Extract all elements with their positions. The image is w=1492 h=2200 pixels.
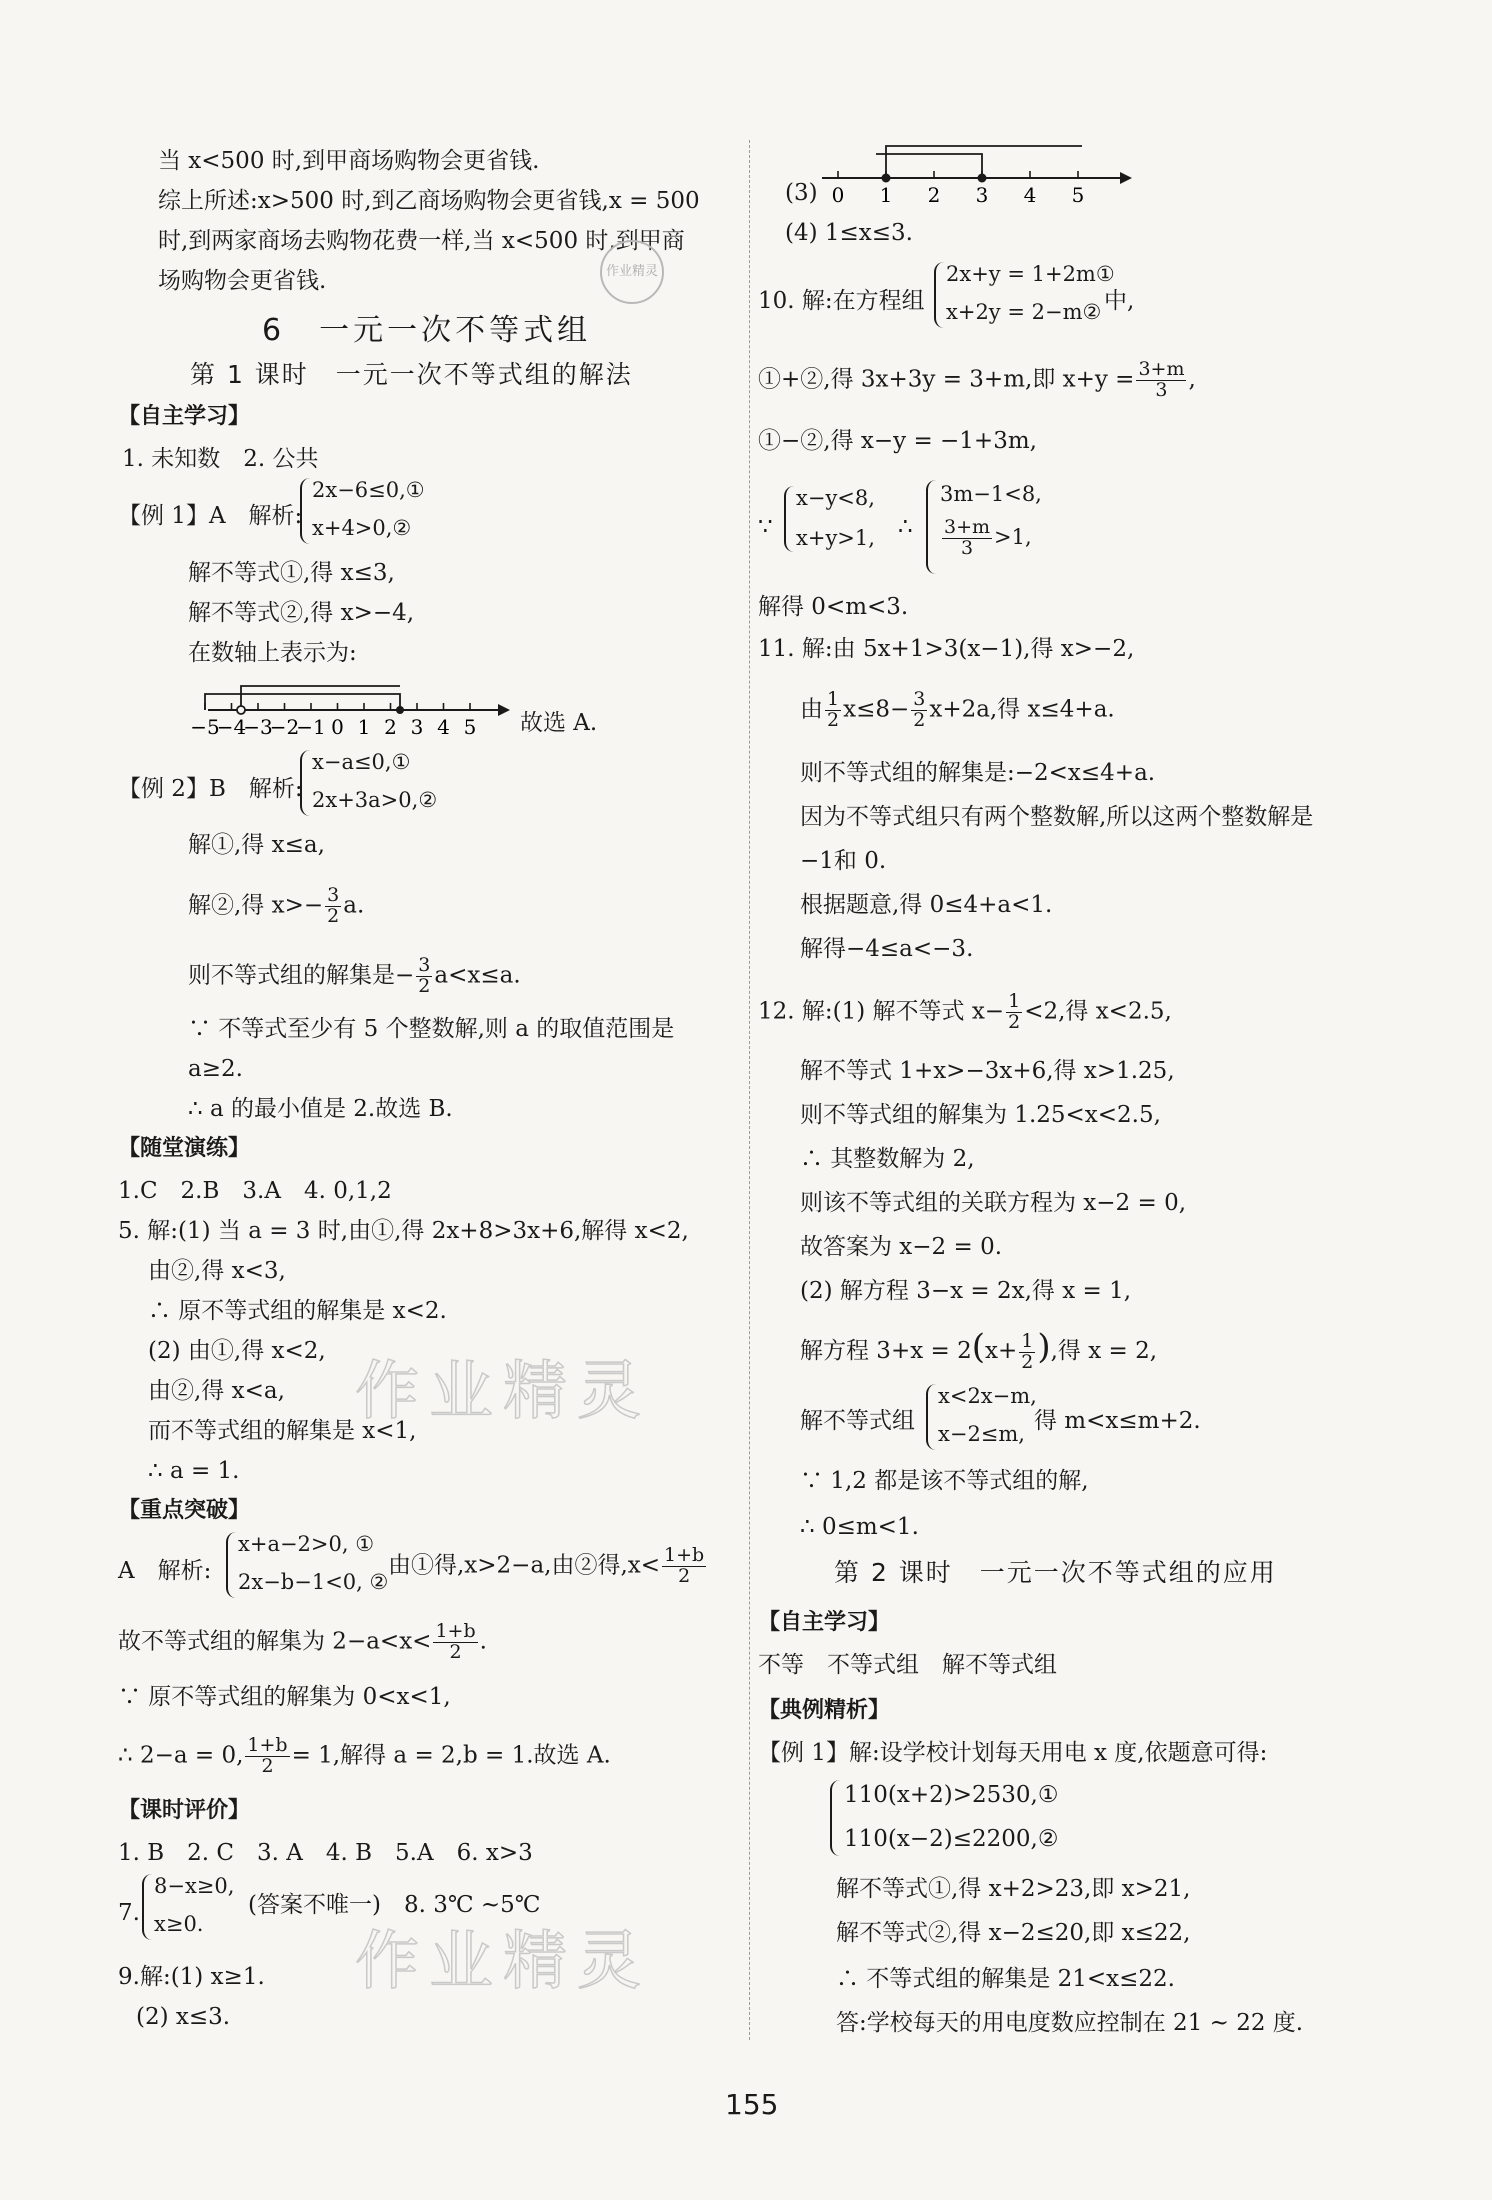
section-heading: 【课时评价】: [118, 1798, 251, 1823]
example-label: A 解析:: [118, 1558, 212, 1584]
equation: 8−x≥0,: [154, 1874, 235, 1898]
watermark: 作业精灵: [355, 1925, 651, 1999]
system-brace: [300, 478, 312, 544]
tick-label: 4: [1023, 183, 1037, 207]
answer-line: 9.解:(1) x≥1.: [118, 1964, 265, 1990]
equation: 2x−6≤0,①: [312, 478, 425, 502]
equation: x<2x−m,: [938, 1384, 1037, 1408]
closed-point: [882, 174, 891, 183]
tick-label: −3: [243, 715, 273, 739]
step: 11. 解:由 5x+1>3(x−1),得 x>−2,: [758, 636, 1135, 662]
question-label: 10. 解:在方程组: [758, 288, 925, 314]
step: 解②,得 x>− $\frac{3}{2}$ a.: [188, 884, 365, 927]
tick-label: 5: [463, 715, 477, 739]
tick-label: 3: [410, 715, 424, 739]
step: 根据题意,得 0≤4+a<1.: [800, 892, 1053, 918]
step: 解不等式②,得 x>−4,: [188, 600, 415, 626]
equation: x≥0.: [154, 1912, 204, 1936]
answer-line: 1. 未知数 2. 公共: [122, 446, 319, 472]
equation: x+a−2>0, ①: [238, 1532, 375, 1556]
answer-line: 7.: [118, 1900, 140, 1926]
section-heading: 【自主学习】: [758, 1610, 891, 1635]
tick-label: 4: [437, 715, 450, 739]
step: 解得−4≤a<−3.: [800, 936, 974, 962]
step: ①−②,得 x−y = −1+3m,: [758, 428, 1037, 454]
equation: 110(x+2)>2530,①: [844, 1782, 1059, 1808]
step: ①+②,得 3x+3y = 3+m,即 x+y = $\frac{3+m}{3}$ ,: [758, 358, 1196, 401]
section-heading: 【重点突破】: [118, 1498, 251, 1523]
equation: $\frac{3+m}{3}$ >1,: [944, 516, 1032, 559]
step: 解得 0<m<3.: [758, 594, 909, 620]
step: 解不等式②,得 x−2≤20,即 x≤22,: [836, 1920, 1191, 1946]
system-brace: [934, 262, 946, 328]
step: 答:学校每天的用电度数应控制在 21 ~ 22 度.: [836, 2010, 1304, 2036]
system-brace: [226, 1532, 238, 1598]
answer-line: 而不等式组的解集是 x<1,: [148, 1418, 417, 1444]
step: 因为不等式组只有两个整数解,所以这两个整数解是: [800, 804, 1314, 830]
step: 则不等式组的解集是:−2<x≤4+a.: [800, 760, 1156, 786]
tick-label: 0: [831, 183, 845, 207]
answer-line: 不等 不等式组 解不等式组: [758, 1652, 1057, 1678]
system-brace: [830, 1780, 842, 1856]
choice-text: 故选 A.: [520, 710, 598, 736]
step: ∴ a 的最小值是 2.故选 B.: [188, 1096, 453, 1122]
page-number: 155: [725, 2088, 779, 2121]
answer-line: ∴ 原不等式组的解集是 x<2.: [148, 1298, 447, 1324]
equation: 2x+y = 1+2m①: [946, 262, 1115, 286]
step: (2) 解方程 3−x = 2x,得 x = 1,: [800, 1278, 1132, 1304]
text-line: 综上所述:x>500 时,到乙商场购物会更省钱,x = 500: [158, 188, 700, 214]
equation: 110(x−2)≤2200,②: [844, 1826, 1059, 1852]
step: 12. 解:(1) 解不等式 x− $\frac{1}{2}$ <2,得 x<2.5,: [758, 990, 1172, 1033]
answer-line: (答案不唯一) 8. 3℃ ~5℃: [248, 1892, 541, 1918]
equation: x−y<8,: [796, 486, 875, 510]
watermark-seal: 作业精灵: [600, 240, 664, 304]
step: 则不等式组的解集是− $\frac{3}{2}$ a<x≤a.: [188, 954, 521, 997]
step: ∴ 0≤m<1.: [800, 1514, 919, 1540]
step: 解方程 3+x = 2(x+ $\frac{1}{2}$ ),得 x = 2,: [800, 1327, 1158, 1373]
step: 由①得,x>2−a,由②得,x< $\frac{1+b}{2}$: [388, 1544, 705, 1587]
step: 解不等式①,得 x+2>23,即 x>21,: [836, 1876, 1191, 1902]
watermark: 作业精灵: [355, 1355, 651, 1429]
step: ∴ 不等式组的解集是 21<x≤22.: [836, 1966, 1175, 1992]
answer-line: ∴ a = 1.: [148, 1458, 240, 1484]
step: ∴ 其整数解为 2,: [800, 1146, 975, 1172]
equation: x−2≤m,: [938, 1422, 1025, 1446]
text-fragment: 中,: [1104, 288, 1135, 314]
step: 在数轴上表示为:: [188, 640, 357, 666]
equation: x+4>0,②: [312, 516, 412, 540]
system-brace: [784, 486, 796, 552]
tick-label: 2: [927, 183, 941, 207]
equation: x−a≤0,①: [312, 750, 411, 774]
system-brace: [926, 480, 938, 574]
tick-label: −4: [216, 715, 247, 739]
section-heading: 【随堂演练】: [118, 1136, 251, 1161]
item-label: (3): [785, 180, 818, 206]
symbol: ∴: [898, 514, 913, 540]
column-divider: [749, 140, 750, 2040]
interval-bracket: [876, 154, 982, 178]
interval-bracket: [886, 146, 1082, 178]
tick-label: 0: [331, 715, 344, 739]
answer-line: 1. B 2. C 3. A 4. B 5.A 6. x>3: [118, 1840, 533, 1866]
answer-line: (4) 1≤x≤3.: [785, 220, 913, 246]
symbol: ∵: [758, 514, 773, 540]
step: 则不等式组的解集为 1.25<x<2.5,: [800, 1102, 1161, 1128]
step: ∵ 原不等式组的解集为 0<x<1,: [118, 1684, 451, 1710]
section-title: 6 一元一次不等式组: [262, 313, 592, 348]
step: 得 m<x≤m+2.: [1034, 1408, 1201, 1434]
system-brace: [142, 1874, 154, 1940]
number-line-1: [180, 676, 510, 746]
tick-label: 3: [975, 183, 989, 207]
step: ∵ 不等式至少有 5 个整数解,则 a 的取值范围是: [188, 1016, 675, 1042]
example-label: 【例 1】解:设学校计划每天用电 x 度,依题意可得:: [758, 1740, 1268, 1766]
equation: 2x+3a>0,②: [312, 788, 438, 812]
step: 则该不等式组的关联方程为 x−2 = 0,: [800, 1190, 1187, 1216]
tick-label: 1: [357, 715, 371, 739]
step: 解不等式组: [800, 1408, 915, 1434]
answer-line: 由②,得 x<a,: [148, 1378, 285, 1404]
system-brace: [926, 1384, 938, 1450]
number-line-2: [822, 138, 1132, 213]
equation: 2x−b−1<0, ②: [238, 1570, 389, 1594]
step: ∴ 2−a = 0, $\frac{1+b}{2}$ = 1,解得 a = 2,b = 1.故选 A.: [118, 1734, 611, 1777]
step: 故答案为 x−2 = 0.: [800, 1234, 1003, 1260]
section-heading: 【典例精析】: [758, 1698, 891, 1723]
tick-label: 5: [1071, 183, 1085, 207]
system-brace: [300, 750, 312, 816]
lesson-subtitle: 第 2 课时 一元一次不等式组的应用: [834, 1558, 1277, 1587]
answer-line: (2) x≤3.: [136, 2004, 231, 2030]
answer-line: 由②,得 x<3,: [148, 1258, 286, 1284]
step: 故不等式组的解集为 2−a<x< $\frac{1+b}{2}$ .: [118, 1620, 487, 1663]
equation: x+2y = 2−m②: [946, 300, 1102, 324]
step: a≥2.: [188, 1056, 243, 1082]
closed-point: [978, 174, 987, 183]
equation: x+y>1,: [796, 526, 875, 550]
step: ∵ 1,2 都是该不等式组的解,: [800, 1468, 1089, 1494]
step: −1和 0.: [800, 848, 887, 874]
example-label: 【例 2】B 解析:: [118, 776, 303, 802]
tick-label: −2: [269, 715, 300, 739]
text-line: 时,到两家商场去购物花费一样,当 x<500 时,到甲商: [158, 228, 685, 254]
text-line: 当 x<500 时,到甲商场购物会更省钱.: [158, 148, 540, 174]
answer-line: 5. 解:(1) 当 a = 3 时,由①,得 2x+8>3x+6,解得 x<2,: [118, 1218, 689, 1244]
tick-label: −5: [190, 715, 220, 739]
tick-label: 1: [879, 183, 893, 207]
answer-line: (2) 由①,得 x<2,: [148, 1338, 326, 1364]
lesson-subtitle: 第 1 课时 一元一次不等式组的解法: [190, 360, 633, 389]
tick-label: −1: [296, 715, 326, 739]
text-line: 场购物会更省钱.: [158, 268, 327, 294]
step: 解不等式 1+x>−3x+6,得 x>1.25,: [800, 1058, 1175, 1084]
equation: 3m−1<8,: [940, 482, 1042, 506]
step: 由 $\frac{1}{2}$ x≤8− $\frac{3}{2}$ x+2a,得 x≤4+a.: [800, 688, 1115, 731]
section-heading: 【自主学习】: [118, 404, 251, 429]
answer-line: 1.C 2.B 3.A 4. 0,1,2: [118, 1178, 392, 1204]
step: 解①,得 x≤a,: [188, 832, 325, 858]
example-label: 【例 1】A 解析:: [118, 503, 303, 529]
step: 解不等式①,得 x≤3,: [188, 560, 395, 586]
tick-label: 2: [384, 715, 397, 739]
